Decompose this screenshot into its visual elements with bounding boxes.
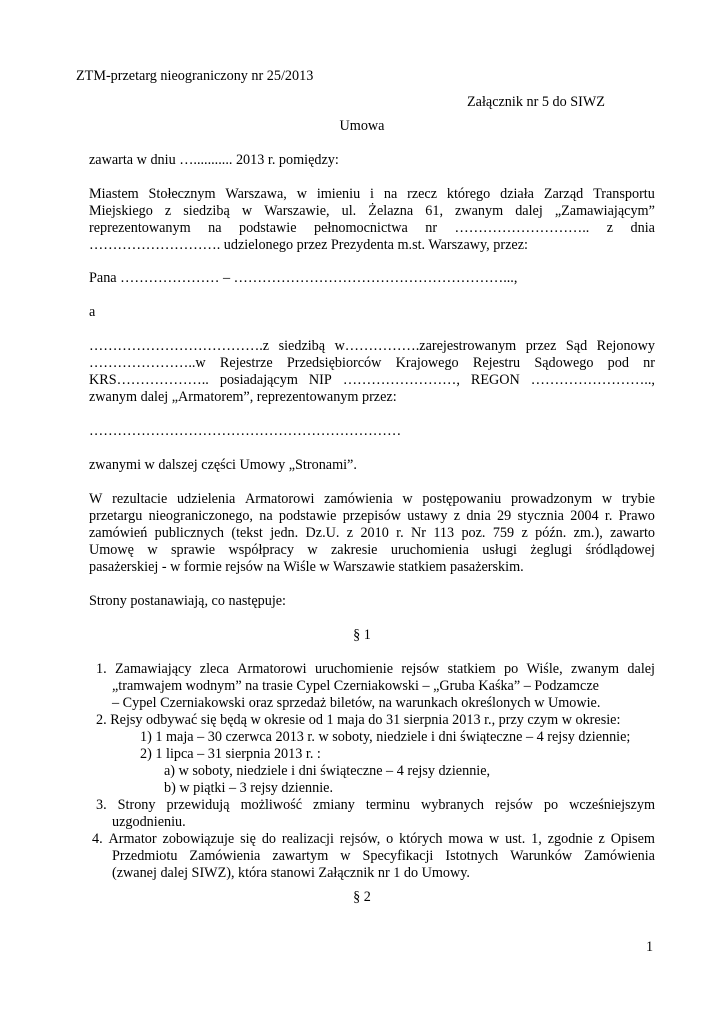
word: nr bbox=[643, 355, 655, 371]
word: pod bbox=[607, 355, 629, 371]
word: zmiany bbox=[313, 797, 355, 813]
word: o bbox=[386, 831, 394, 847]
word: siedzibą bbox=[183, 203, 230, 219]
list-subitem-2-2: 2) 1 lipca – 31 sierpnia 2013 r. : bbox=[140, 746, 321, 762]
word: r. bbox=[604, 508, 613, 524]
word: rejsów bbox=[401, 661, 440, 677]
word: trybie bbox=[621, 491, 655, 507]
word: na bbox=[383, 186, 398, 202]
word: współpracy bbox=[228, 542, 294, 558]
word: rejsów bbox=[495, 797, 533, 813]
list-item-1-line bbox=[96, 661, 655, 678]
word: sprawie bbox=[170, 542, 216, 558]
word: realizacji bbox=[281, 831, 334, 847]
word: jedn. bbox=[270, 525, 299, 541]
word: statkiem bbox=[447, 661, 496, 677]
word: z bbox=[598, 831, 605, 847]
word: późn. bbox=[535, 525, 567, 541]
word: zwanym bbox=[570, 661, 620, 677]
word: usługi bbox=[482, 542, 517, 558]
word: ……………………, bbox=[342, 372, 460, 388]
word: Zamówienia bbox=[584, 848, 655, 864]
word: Dz.U. bbox=[305, 525, 340, 541]
word: po bbox=[504, 661, 519, 677]
word: Prawo bbox=[618, 508, 655, 524]
word: 4. bbox=[92, 831, 103, 847]
word: nieograniczonego, bbox=[148, 508, 253, 524]
word: dalej bbox=[627, 661, 655, 677]
word: …………………….., bbox=[530, 372, 655, 388]
list-item-4-line: (zwanej dalej SIWZ), która stanowi Załącznik nr 1 do Umowy. bbox=[112, 865, 470, 881]
word: zawarto bbox=[610, 525, 655, 541]
annex-label: Załącznik nr 5 do SIWZ bbox=[467, 94, 605, 110]
word: dnia bbox=[630, 220, 655, 236]
word: Zamówienia bbox=[189, 848, 261, 864]
word: zwanym bbox=[455, 203, 504, 219]
date-line: zawarta w dniu …........... 2013 r. pomiędzy: bbox=[89, 152, 339, 168]
representative-dots: ………………………………………………………… bbox=[89, 423, 402, 439]
word: publicznych bbox=[154, 525, 224, 541]
text-line: ………………………. udzielonego przez Prezydenta m.st. Warszawy, przez: bbox=[89, 237, 528, 253]
word: Warszawie, bbox=[264, 203, 330, 219]
word: zawartym bbox=[272, 848, 329, 864]
document-title: Umowa bbox=[339, 118, 385, 134]
word: zgodnie bbox=[547, 831, 593, 847]
word: Nr bbox=[411, 525, 426, 541]
word: Sądowego bbox=[534, 355, 594, 371]
word: żeglugi bbox=[530, 542, 573, 558]
justified-line bbox=[89, 220, 655, 237]
word: na bbox=[208, 220, 222, 236]
word: rejsów, bbox=[339, 831, 381, 847]
word: w bbox=[296, 186, 307, 202]
word: „Zamawiającym” bbox=[554, 203, 655, 219]
list-item-4-line bbox=[112, 848, 655, 865]
word: wybranych bbox=[420, 797, 485, 813]
conjunction-a: a bbox=[89, 304, 96, 320]
word: ……………………………….z bbox=[89, 338, 270, 354]
word: w bbox=[307, 542, 318, 558]
word: ustawy bbox=[407, 508, 448, 524]
word: zamówienia bbox=[324, 491, 393, 507]
word: w…………….zarejestrowanym bbox=[334, 338, 517, 354]
word: ……………………….. bbox=[454, 220, 590, 236]
word: Opisem bbox=[610, 831, 655, 847]
page-number: 1 bbox=[646, 939, 654, 955]
word: 2004 bbox=[570, 508, 599, 524]
list-item-3-line bbox=[96, 797, 655, 814]
word: Miastem bbox=[89, 186, 139, 202]
strony-line: zwanymi w dalszej części Umowy „Stronami”. bbox=[89, 457, 357, 473]
word: NIP bbox=[308, 372, 332, 388]
word: do bbox=[261, 831, 276, 847]
word: w bbox=[147, 542, 158, 558]
word: Rejestrze bbox=[219, 355, 273, 371]
word: postępowaniu bbox=[422, 491, 502, 507]
justified-line bbox=[89, 491, 655, 508]
word: Krajowego bbox=[395, 355, 459, 371]
word: 61, bbox=[425, 203, 443, 219]
word: ul. bbox=[341, 203, 357, 219]
list-subitem-2-1: 1) 1 maja – 30 czerwca 2013 r. w soboty, niedziele i dni świąteczne – 4 rejsy dziennie; bbox=[140, 729, 631, 745]
word: rzecz bbox=[407, 186, 438, 202]
justified-line bbox=[89, 186, 655, 203]
list-item-4-line bbox=[92, 831, 655, 848]
word: 113 bbox=[433, 525, 455, 541]
word: Przedmiotu bbox=[112, 848, 178, 864]
word: na bbox=[259, 508, 273, 524]
word: mowa bbox=[448, 831, 484, 847]
word: Miejskiego bbox=[89, 203, 153, 219]
word: 759 bbox=[492, 525, 515, 541]
word: których bbox=[399, 831, 443, 847]
word: w bbox=[489, 831, 500, 847]
word: siedzibą bbox=[278, 338, 326, 354]
word: przepisów bbox=[342, 508, 402, 524]
word: 1. bbox=[96, 661, 107, 677]
word: udzielenia bbox=[177, 491, 236, 507]
section-2-heading: § 2 bbox=[353, 889, 371, 905]
word: 3. bbox=[96, 797, 107, 813]
word: przetargu bbox=[89, 508, 143, 524]
list-subitem-2-2-a: a) w soboty, niedziele i dni świąteczne – 4 rejsy dziennie, bbox=[164, 763, 491, 779]
word: z bbox=[606, 220, 614, 236]
word: (tekst bbox=[231, 525, 263, 541]
word: i bbox=[370, 186, 374, 202]
word: imieniu bbox=[316, 186, 361, 202]
word: możliwość bbox=[240, 797, 303, 813]
word: 29 bbox=[497, 508, 512, 524]
word: Wiśle, bbox=[526, 661, 563, 677]
justified-line bbox=[89, 542, 655, 559]
word: z bbox=[346, 525, 354, 541]
justified-line bbox=[89, 355, 655, 372]
word: w bbox=[402, 491, 413, 507]
postanawiaja-line: Strony postanawiają, co następuje: bbox=[89, 593, 286, 609]
word: śródlądowej bbox=[585, 542, 655, 558]
word: zm.), bbox=[573, 525, 603, 541]
word: Rejestru bbox=[472, 355, 521, 371]
word: rezultacie bbox=[112, 491, 168, 507]
word: REGON bbox=[470, 372, 520, 388]
word: prowadzonym bbox=[510, 491, 593, 507]
word: podstawie bbox=[278, 508, 337, 524]
word: wcześniejszym bbox=[569, 797, 655, 813]
word: Warunków bbox=[510, 848, 573, 864]
text-line: zwanym dalej „Armatorem”, reprezentowanym przez: bbox=[89, 389, 397, 405]
word: posiadającym bbox=[219, 372, 298, 388]
list-subitem-2-2-b: b) w piątki – 3 rejsy dziennie. bbox=[164, 780, 334, 796]
word: zakresie bbox=[330, 542, 378, 558]
word: się bbox=[240, 831, 256, 847]
tender-reference: ZTM-przetarg nieograniczony nr 25/2013 bbox=[76, 68, 314, 84]
word: …………………..w bbox=[89, 355, 206, 371]
word: zleca bbox=[199, 661, 229, 677]
word: z bbox=[521, 525, 528, 541]
word: Armator bbox=[108, 831, 157, 847]
list-item-3-line: uzgodnieniu. bbox=[112, 814, 186, 830]
word: Sąd bbox=[565, 338, 588, 354]
word: terminu bbox=[365, 797, 410, 813]
word: r. bbox=[396, 525, 404, 541]
word: zobowiązuje bbox=[162, 831, 235, 847]
word: dalej bbox=[515, 203, 543, 219]
word: zamówień bbox=[89, 525, 148, 541]
word: Przedsiębiorców bbox=[286, 355, 382, 371]
list-item-1-line: „tramwajem wodnym” na trasie Cypel Czerniakowski – „Gruba Kaśka” – Podzamcze bbox=[112, 678, 599, 694]
word: z bbox=[164, 203, 172, 219]
word: uruchomienie bbox=[315, 661, 394, 677]
word: z bbox=[453, 508, 461, 524]
justified-line bbox=[89, 508, 655, 525]
justified-line bbox=[89, 372, 655, 389]
list-item-2: 2. Rejsy odbywać się będą w okresie od 1 maja do 31 sierpnia 2013 r., przy czym w okresie: bbox=[96, 712, 621, 728]
list-item-1-line: – Cypel Czerniakowski oraz sprzedaż biletów, na warunkach określonych w Umowie. bbox=[112, 695, 601, 711]
word: uruchomienia bbox=[390, 542, 469, 558]
word: którego bbox=[446, 186, 491, 202]
word: reprezentowanym bbox=[89, 220, 191, 236]
justified-line bbox=[89, 338, 655, 355]
word: po bbox=[543, 797, 559, 813]
word: Rejonowy bbox=[596, 338, 655, 354]
word: KRS……………….. bbox=[89, 372, 209, 388]
word: Umowę bbox=[89, 542, 134, 558]
word: przez bbox=[525, 338, 557, 354]
pana-line: Pana ………………… – …………………………………………………..., bbox=[89, 270, 518, 286]
word: stycznia bbox=[517, 508, 564, 524]
word: ust. bbox=[505, 831, 526, 847]
word: Strony bbox=[117, 797, 156, 813]
word: Istotnych bbox=[445, 848, 499, 864]
word: w bbox=[340, 848, 351, 864]
word: Zamawiający bbox=[115, 661, 192, 677]
word: Warszawa, bbox=[225, 186, 287, 202]
word: podstawie bbox=[238, 220, 297, 236]
section-1-heading: § 1 bbox=[353, 627, 371, 643]
word: nr bbox=[425, 220, 438, 236]
word: Stołecznym bbox=[148, 186, 216, 202]
justified-line bbox=[89, 525, 655, 542]
text-line: pasażerskiej - w formie rejsów na Wiśle w Warszawie statkiem pasażerskim. bbox=[89, 559, 524, 575]
word: w bbox=[241, 203, 253, 219]
word: 2010 bbox=[360, 525, 389, 541]
word: 1, bbox=[531, 831, 542, 847]
word: Armatorowi bbox=[237, 661, 307, 677]
word: Armatorowi bbox=[245, 491, 315, 507]
word: przewidują bbox=[166, 797, 230, 813]
word: dnia bbox=[466, 508, 491, 524]
word: Zarząd bbox=[543, 186, 584, 202]
word: działa bbox=[500, 186, 534, 202]
word: poz. bbox=[461, 525, 486, 541]
word: w bbox=[601, 491, 613, 507]
justified-line bbox=[89, 203, 655, 220]
word: Żelazna bbox=[368, 203, 414, 219]
word: Transportu bbox=[593, 186, 655, 202]
word: W bbox=[89, 491, 103, 507]
word: Specyfikacji bbox=[362, 848, 434, 864]
word: pełnomocnictwa bbox=[313, 220, 408, 236]
